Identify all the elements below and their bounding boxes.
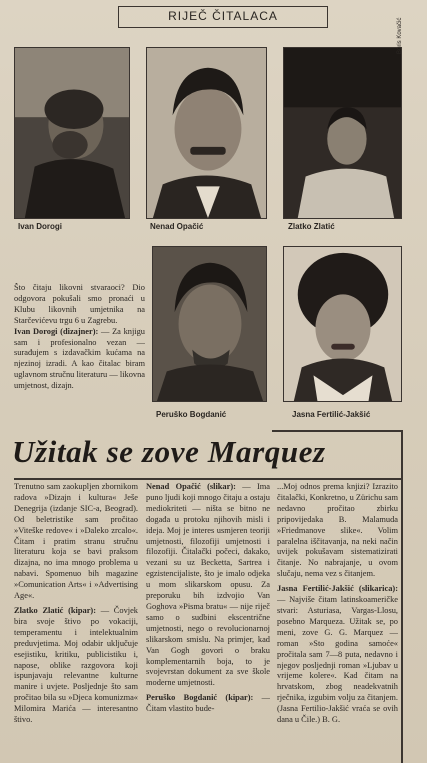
paragraph-ivan-dorogi [14, 327, 145, 392]
article-headline: Užitak se zove Marquez [12, 434, 326, 469]
speaker-ivan-dorogi: Ivan Dorogi (dizajner): [14, 326, 99, 336]
portrait-ivan-dorogi [14, 47, 130, 219]
quote-jasna-fertilic-jaksic: — Najviše čitam latinskoameričke stvari: Asturiasa, Vargas-Llosu, posebno Marqueza. Užitak se, po meni, zove G. G. Marquez — roman »Sto godina samoće« pročitala sam 7—8 puta, nedavno i njegov posljednji roman »Ljubav u vrijeme kolere«. Kad čitam na hrvatskom, zbog neadekvatnih rječnika, izgubim volju za čitanjem. (Jasna Fertilio-Jakšić vraća se ovih dana u Čile.) B. G. [277, 595, 398, 725]
speaker-jasna-fertilic-jaksic: Jasna Fertilić-Jakšić (slikarica): [277, 584, 398, 594]
caption-perusko-bogdanic: Peruško Bogdanić [156, 410, 227, 419]
speaker-nenad-opacic: Nenad Opačić (slikar): [146, 482, 236, 491]
caption-zlatko-zlatic: Zlatko Zlatić [288, 222, 335, 231]
caption-jasna-fertilic-jaksic: Jasna Fertilić-Jakšić [292, 410, 371, 419]
portrait-perusko-bogdanic [152, 246, 267, 402]
horizontal-rule-headline [14, 478, 402, 480]
vertical-rule-right [401, 430, 403, 763]
caption-nenad-opacic: Nenad Opačić [150, 222, 204, 231]
paragraph-zlatko-zlatic [14, 606, 138, 726]
paragraph-column-3: ...Moj odnos prema knjizi? Izrazito čitalački, Konkretno, u Zürichu sam nedavno pročitao zbirku pripovijedaka B. Malamuda »Friedmanove slike«. Volim paralelna iščitavanja, na neki način uvijek pokušavam sistematizirati čitanje. No nabrajanje, u ovom slučaju, nema vez s čitanjem. [277, 482, 398, 579]
quote-nenad-opacic: — Ima puno ljudi koji mnogo čitaju a ostaju mediokriteti — ništa se bitno ne događa u protoku njihovih misli i ideja. Moj je interes usmjeren teoriji umjetnosti, filozofiji umjetnosti i filozofiji. Čitalački počeci, dakako, vezani su uz Becketta, Sartrea i egzistencijaliste, što je imalo odjeka u mom slikarskom opusu. Za preporuku bih izdvojio Van Goghova »Pisma bratu« — nije riječ samo o sudbini ekscentrične umjetnosti, nego o revolucionarnoj slikarskom smislu. Na primjer, kad Van Gogh govori o braku komplementarnih boja, to je svojevrstan dokument za sve škole moderne umjetnosti. [146, 482, 270, 688]
article-column-1 [14, 482, 138, 763]
paragraph-column-1: Trenutno sam zaokupljen zbornikom radova »Dizajn i kultura« Ješe Denegrija (izdanje SIC-a, Beograd). Od beletristike sam pročitao »Viteške redove« i »Daleko zrcalo«. Čitam i pratim stranu stručnu literaturu koja se bavi praksom dizajna, no ima mnogo problema u nabavi. Spomenuo bih magazine »Comunication Arts« i »Advertising Age«. [14, 482, 138, 601]
intro-column [14, 283, 145, 423]
paragraph-perusko-bogdanic [146, 693, 270, 715]
photo-credit: Boris Kovačić [397, 17, 403, 54]
quote-perusko-bogdanic: — Čitam vlastito bude- [146, 693, 270, 714]
speaker-zlatko-zlatic: Zlatko Zlatić (kipar): [14, 605, 96, 615]
portrait-nenad-opacic [146, 47, 267, 219]
caption-ivan-dorogi: Ivan Dorogi [18, 222, 63, 231]
section-header: RIJEČ ČITALACA [118, 6, 328, 28]
intro-paragraph: Što čitaju likovni stvaraoci? Dio odgovora pokušali smo pronaći u Klubu likovnih umjetnika na Starčevićevu trgu 6 u Zagrebu. [14, 283, 145, 325]
quote-zlatko-zlatic: — Čovjek bira svoje štivo po vokaciji, temperamentu i intelektualnim preduvjetima. Moj odabir uključuje esejistiku, kritiku, publicistiku i, napose, oblike razgovora koji ispunjavaju relevantne kulturne manire i uvjete. Posljednje što sam pročitao bila su »Djeca komunizma« Milomira Marića — interesantno štivo. [14, 605, 138, 725]
article-column-3 [277, 482, 398, 763]
paragraph-jasna-fertilic-jaksic [277, 584, 398, 726]
paragraph-nenad-opacic [146, 482, 270, 689]
quote-ivan-dorogi: — Za knjigu sam i profesionalno vezan — surađujem s izdavačkim kućama na njezinoj izradi. A kao čitalac biram uglavnom stručnu literaturu — likovna umjetnost, dizajn. [14, 326, 145, 391]
portrait-zlatko-zlatic [283, 47, 402, 219]
portrait-jasna-fertilic-jaksic [283, 246, 402, 402]
article-column-2 [146, 482, 270, 763]
speaker-perusko-bogdanic: Peruško Bogdanić (kipar): [146, 693, 254, 703]
